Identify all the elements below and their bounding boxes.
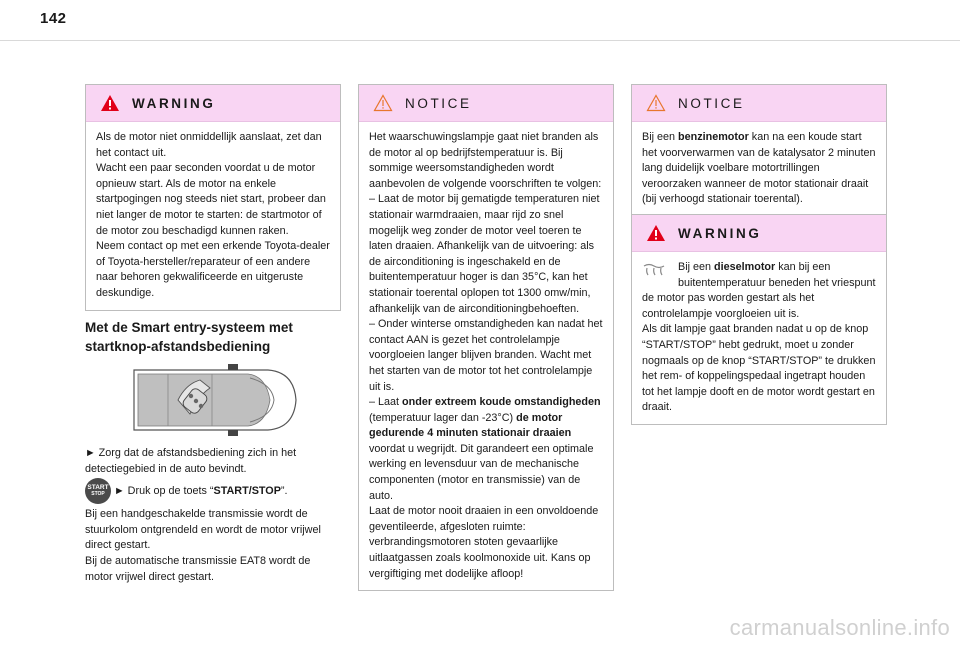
bold-text: dieselmotor xyxy=(714,261,776,273)
start-icon-label: START xyxy=(87,484,109,492)
warning-triangle-icon xyxy=(100,94,120,112)
paragraph: Bij een handgeschakelde transmissie wordt de stuurkolom ontgrendeld en wordt de motor vrijwel direct gestart. xyxy=(85,508,321,552)
bold-text: de motor gedurende 4 minuten stationair draaien xyxy=(369,411,572,440)
warning-header xyxy=(86,85,340,122)
notice-header xyxy=(632,85,886,122)
warning-title: WARNING xyxy=(132,95,216,111)
text: voordat u wegrijdt. Dit garandeert een optimale werking en levensduur van de mechanische componenten (motor en transmissie) van de auto. xyxy=(369,442,594,502)
notice-triangle-icon xyxy=(373,94,393,112)
notice-item: – Onder winterse omstandigheden kan nadat het contact AAN is gezet het controlelampje voorgloeien langer blijven branden. Wacht met het starten van de motor tot het controlelampje uit is. xyxy=(369,318,603,393)
glow-plug-icon xyxy=(642,263,668,277)
step-2-key: START/STOP xyxy=(213,485,281,498)
notice-intro: Het waarschuwingslampje gaat niet branden als de motor al op bedrijfstemperatuur is. Bij sommige weersomstandigheden wordt aanbevolen de volgende voorschriften te volgen: xyxy=(369,131,602,190)
warning-paragraph: Neem contact op met een erkende Toyota-dealer of Toyota-hersteller/reparateur of een andere naar behoren gekwalificeerde en uitgeruste deskundige. xyxy=(96,240,330,299)
top-divider xyxy=(0,40,960,41)
step-2 xyxy=(85,478,341,504)
warning-paragraph: Wacht een paar seconden voordat u de motor opnieuw start. Als de motor na enkele startpogingen nog steeds niet start, probeer dan niet langer de motor te starten: de startmotor of de motor zou beschadigd kunnen raken. xyxy=(96,162,326,237)
warning-text: Als dit lampje gaat branden nadat u op de knop “START/STOP” hebt gedrukt, moet u zonder nogmaals op de knop “START/STOP” te drukken het rem- of koppelingspedaal ingetrapt houden tot het lampje dooft en de motor wordt gestart en draait. xyxy=(642,323,876,414)
warning-paragraph: Als de motor niet onmiddellijk aanslaat, zet dan het contact uit. xyxy=(96,131,322,159)
bold-text: benzinemotor xyxy=(678,131,749,143)
notice-title: NOTICE xyxy=(405,95,472,111)
warning-header xyxy=(632,215,886,252)
notice-header xyxy=(359,85,613,122)
notice-box xyxy=(358,84,614,591)
text: (temperatuur lager dan -23°C) xyxy=(369,411,517,424)
paragraph: Bij de automatische transmissie EAT8 wordt de motor vrijwel direct gestart. xyxy=(85,554,311,583)
text: kan bij een buitentemperatuur beneden het vriespunt de motor pas worden gestart als het controlelampje voorgloeien uit is. xyxy=(642,261,876,320)
car-topview-illustration xyxy=(128,362,300,438)
notice-box xyxy=(631,84,887,217)
step-2-text-end: ”. xyxy=(280,485,288,498)
notice-item xyxy=(369,395,603,504)
bold-text: onder extreem koude omstandigheden xyxy=(402,396,601,409)
watermark: carmanualsonline.info xyxy=(729,615,950,640)
warning-body xyxy=(86,122,340,310)
start-stop-button-icon xyxy=(85,478,111,504)
warning-box xyxy=(631,214,887,425)
notice-text xyxy=(642,130,876,208)
stop-icon-label: STOP xyxy=(91,491,105,498)
text: Bij een xyxy=(642,131,679,143)
notice-body xyxy=(359,122,613,590)
text: – Laat xyxy=(369,396,403,409)
section-heading: Met de Smart entry-systeem met startknop-afstandsbediening xyxy=(85,320,293,354)
notice-body xyxy=(632,122,886,216)
page-number: 142 xyxy=(40,10,67,27)
warning-triangle-icon xyxy=(646,224,666,242)
notice-item: – Laat de motor bij gematigde temperaturen niet stationair warmdraaien, maar rijd zo snel mogelijk weg zonder de motor veel toeren te laten draaien. Afhankelijk van de uitvoering: als de airconditioning is ingeschakeld en de buitentemperatuur hoger is dan 35°C, kan het stationair toerental oplopen tot 1300 omw/min, afhankelijk van de airconditioningbehoeften. xyxy=(369,193,600,315)
step-1: ► Zorg dat de afstandsbediening zich in het detectiegebied in de auto bevindt. xyxy=(85,447,297,475)
warning-box xyxy=(85,84,341,311)
notice-outro: Laat de motor nooit draaien in een onvoldoende geventileerde, afgesloten ruimte: verbrandingsmotoren stoten gevaarlijke uitlaatgassen zoals koolmonoxide uit. Kans op vergiftiging met dodelijke afloop! xyxy=(369,505,599,580)
warning-title: WARNING xyxy=(678,225,762,241)
notice-title: NOTICE xyxy=(678,95,745,111)
notice-triangle-icon xyxy=(646,94,666,112)
text: kan na een koude start het voorverwarmen van de katalysator 2 minuten lang duidelijk voelbare motortrillingen veroorzaken wanneer de motor stationair draait (bij verhoogd stationair toerental). xyxy=(642,131,876,206)
warning-text xyxy=(642,260,876,322)
warning-body xyxy=(632,252,886,424)
step-2-text: ► Druk op de toets “ xyxy=(114,485,214,498)
text: Bij een xyxy=(678,261,715,273)
instruction-block xyxy=(85,446,341,585)
